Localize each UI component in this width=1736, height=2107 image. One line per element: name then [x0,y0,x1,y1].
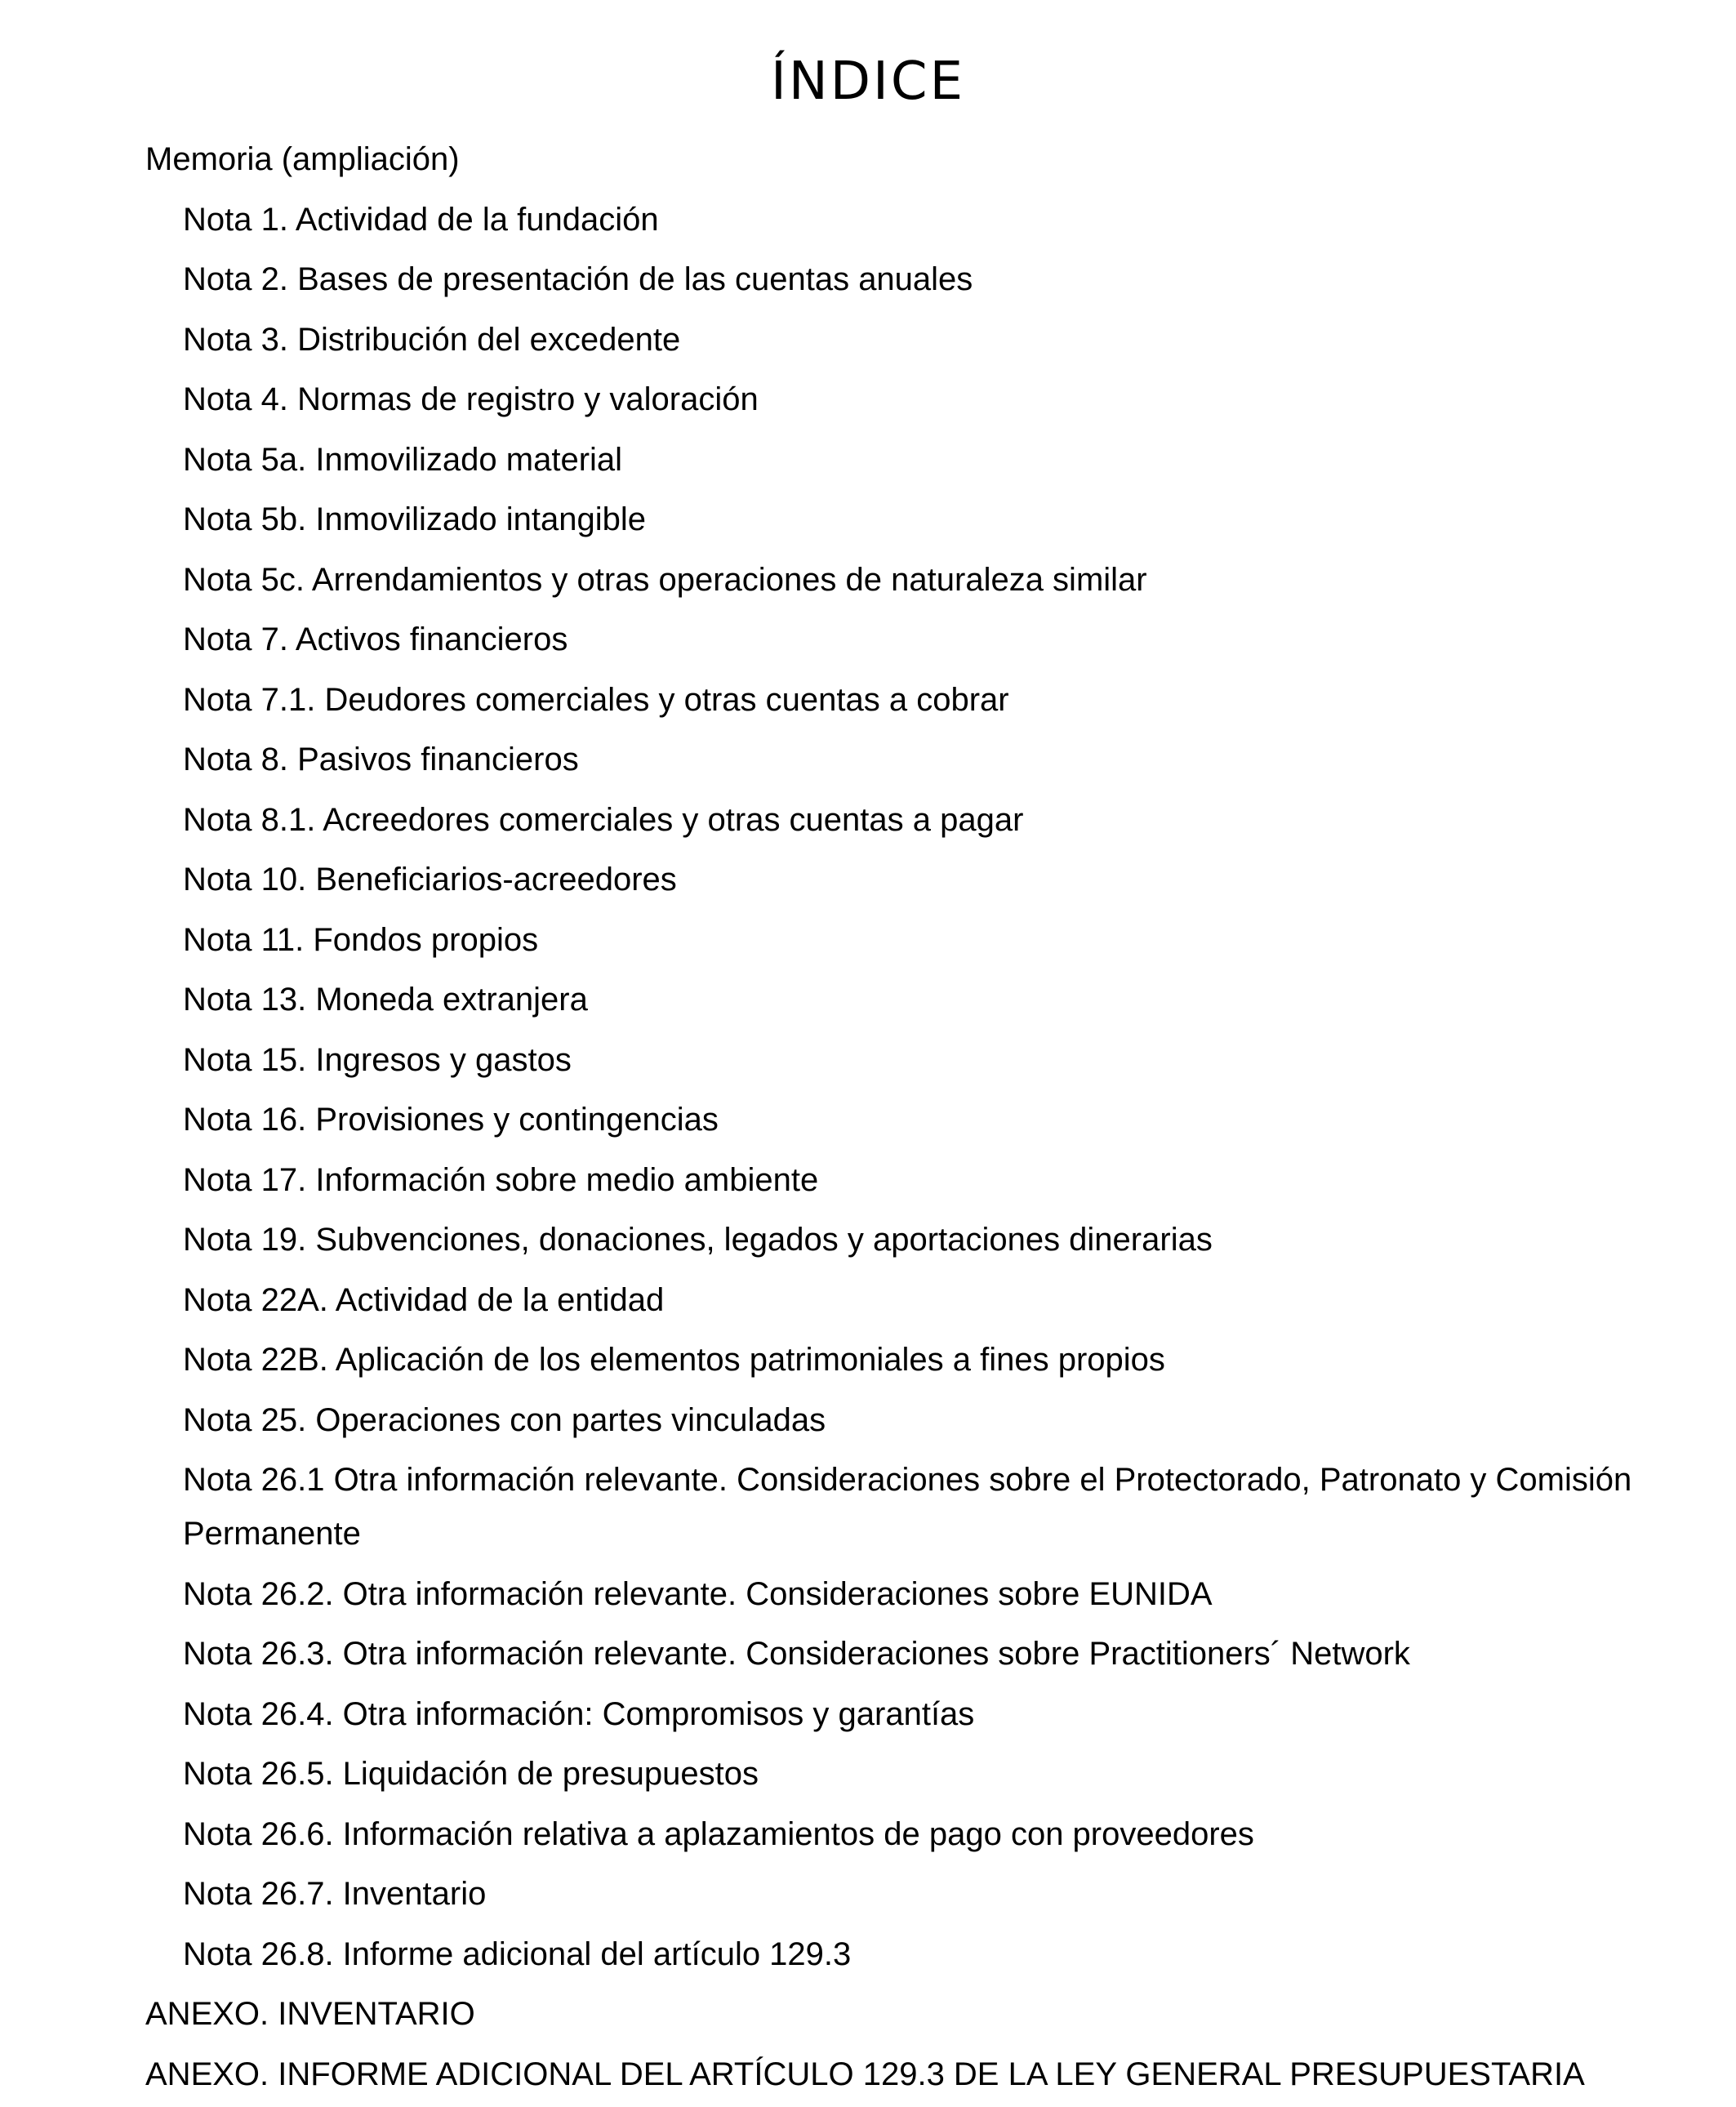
toc-item: Nota 25. Operaciones con partes vinculadas [183,1401,826,1438]
toc-item: Nota 16. Provisiones y contingencias [183,1102,719,1138]
toc-item: Nota 15. Ingresos y gastos [183,1041,572,1078]
toc-item: Nota 2. Bases de presentación de las cuentas anuales [183,261,973,297]
toc-item: Nota 26.4. Otra información: Compromisos y garantías [183,1695,975,1732]
toc-item: Nota 5a. Inmovilizado material [183,441,623,478]
toc-item: Nota 26.5. Liquidación de presupuestos [183,1756,759,1792]
toc-item: Nota 26.6. Información relativa a aplazamientos de pago con proveedores [183,1815,1254,1852]
table-of-contents [145,132,1632,2107]
toc-item: Nota 4. Normas de registro y valoración [183,381,759,417]
toc-annex-inventario: ANEXO. INVENTARIO [145,1996,475,2032]
toc-item: Nota 26.3. Otra información relevante. Consideraciones sobre Practitioners´ Network [183,1636,1410,1672]
page-title: ÍNDICE [770,51,966,112]
toc-item: Nota 19. Subvenciones, donaciones, legados y aportaciones dinerarias [183,1222,1213,1258]
toc-item: Nota 26.8. Informe adicional del artículo 129.3 [183,1936,852,1972]
toc-item: Nota 8.1. Acreedores comerciales y otras cuentas a pagar [183,801,1024,838]
toc-annex-informe-adicional: ANEXO. INFORME ADICIONAL DEL ARTÍCULO 129.3 DE LA LEY GENERAL PRESUPUESTARIA [145,2056,1585,2092]
toc-item: Nota 3. Distribución del excedente [183,321,681,358]
toc-item: Nota 7. Activos financieros [183,621,568,657]
toc-item: Nota 7.1. Deudores comerciales y otras cuentas a cobrar [183,681,1009,718]
toc-item: Nota 8. Pasivos financieros [183,742,579,777]
toc-item: Nota 11. Fondos propios [183,921,539,958]
toc-item: Nota 22A. Actividad de la entidad [183,1281,665,1318]
toc-item: Nota 17. Información sobre medio ambiente [183,1161,819,1198]
toc-item: Nota 26.7. Inventario [183,1876,487,1912]
toc-item: Nota 26.2. Otra información relevante. Consideraciones sobre EUNIDA [183,1575,1213,1612]
toc-item: Nota 13. Moneda extranjera [183,982,588,1018]
toc-item: Nota 10. Beneficiarios-acreedores [183,862,677,898]
toc-item: Nota 5b. Inmovilizado intangible [183,501,647,537]
toc-item: Nota 5c. Arrendamientos y otras operaciones de naturaleza similar [183,561,1147,598]
toc-item: Nota 22B. Aplicación de los elementos patrimoniales a fines propios [183,1342,1165,1378]
toc-item: Nota 26.1 Otra información relevante. Consideraciones sobre el Protectorado, Patronato y Comisión Permanente [183,1462,1632,1552]
toc-item: Nota 1. Actividad de la fundación [183,201,659,238]
toc-heading-memoria: Memoria (ampliación) [145,141,460,177]
